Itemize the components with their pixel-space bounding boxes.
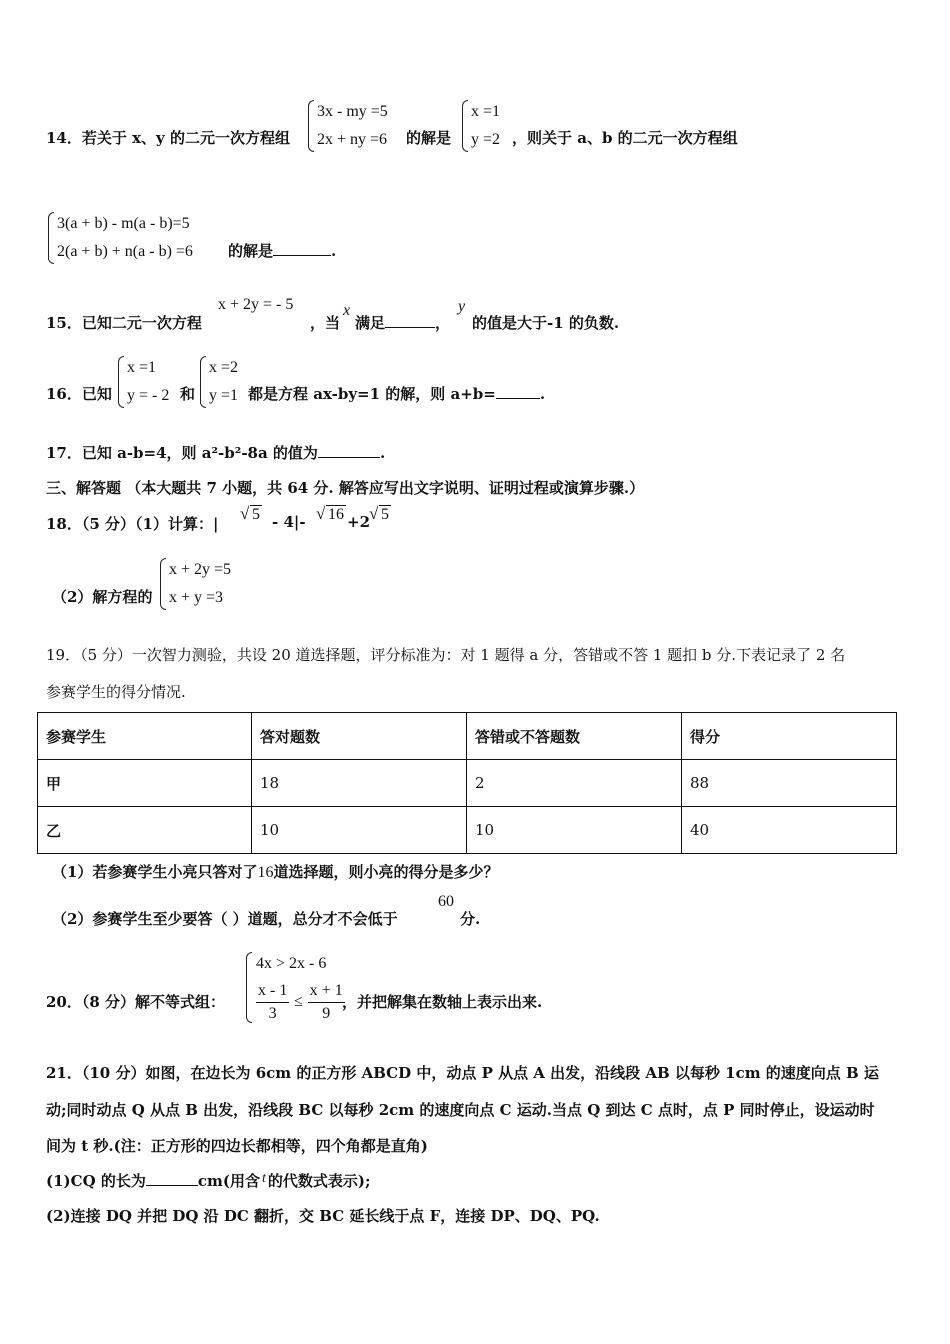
table-header-row bbox=[38, 713, 897, 760]
q20-frac2-den: 9 bbox=[322, 1004, 331, 1022]
q21-part1-b: cm(用含 bbox=[197, 1172, 260, 1190]
q18-eq2: x + y =3 bbox=[169, 589, 224, 606]
q14-tail2-text: 的解是 bbox=[228, 242, 274, 260]
q20-system bbox=[246, 950, 345, 1030]
q14-ab-eq2: 2(a + b) + n(a - b) =6 bbox=[57, 243, 193, 260]
q21-line2: 动;同时动点 Q 从点 B 出发，沿线段 BC 以每秒 2cm 的速度向点 C 运动.当点 Q 到达 C 点时，点 P 同时停止，设运动时 bbox=[46, 1101, 875, 1119]
q20-tail: ，并把解集在数轴上表示出来. bbox=[342, 993, 543, 1011]
q16-label: 16．已知 bbox=[46, 385, 112, 403]
q19-sub1-num: 16 bbox=[257, 864, 274, 881]
q18-m1: - 4|- bbox=[272, 513, 306, 531]
table-cell: 10 bbox=[467, 807, 682, 854]
q17-answer-blank[interactable] bbox=[318, 443, 380, 458]
q21-part1-t: t bbox=[261, 1171, 266, 1186]
q19-sub1 bbox=[52, 861, 498, 882]
q14-mid: 的解是 bbox=[406, 129, 452, 147]
q16-b-y: y =1 bbox=[209, 387, 239, 404]
table-header-cell: 得分 bbox=[682, 713, 897, 760]
q18-system bbox=[160, 556, 231, 612]
q15-t3: ， bbox=[435, 314, 451, 332]
q20-frac2-num: x + 1 bbox=[308, 980, 345, 1003]
q14-system bbox=[308, 98, 388, 154]
table-header-cell: 参赛学生 bbox=[38, 713, 252, 760]
q18-sqrt16 bbox=[316, 505, 346, 524]
q16-end: . bbox=[539, 385, 546, 403]
q21-part1 bbox=[46, 1170, 371, 1191]
q20-le: ≤ bbox=[294, 993, 303, 1010]
q15-t2-wrap bbox=[355, 312, 450, 333]
table-cell: 乙 bbox=[38, 807, 252, 854]
q14-tail2 bbox=[228, 240, 336, 261]
q16-answer-blank[interactable] bbox=[496, 384, 540, 399]
q16-tail bbox=[248, 383, 545, 404]
q20-label: 20．（8 分）解不等式组： bbox=[46, 993, 226, 1011]
q15-t1: ，当 bbox=[310, 314, 341, 332]
q18-part2: （2）解方程的 bbox=[52, 588, 153, 606]
q14-sol-x: x =1 bbox=[471, 103, 501, 120]
score-table bbox=[37, 712, 897, 854]
table-cell: 甲 bbox=[38, 760, 252, 807]
q19-sub1-b: 道选择题，则小亮的得分是多少？ bbox=[273, 863, 499, 881]
section-heading: 三、解答题 （本大题共 7 小题，共 64 分. 解答应写出文字说明、证明过程或演算步骤.） bbox=[46, 479, 645, 497]
q21-part1-a: (1)CQ 的长为 bbox=[46, 1172, 146, 1190]
q18-sqrt5-b bbox=[369, 505, 391, 524]
q15-y: y bbox=[458, 298, 466, 315]
q18-label: 18．（5 分）（1）计算：| bbox=[46, 515, 219, 533]
q19-sub2-text: （2）参赛学生至少要答（ ）道题，总分才不会低于 bbox=[52, 910, 398, 928]
q14-solution bbox=[462, 98, 500, 154]
q15-equation: x + 2y = - 5 bbox=[218, 296, 294, 313]
q16-a-y: y = - 2 bbox=[127, 387, 170, 404]
q14-label: 14．若关于 x、y 的二元一次方程组 bbox=[46, 129, 290, 147]
q20-ineq2 bbox=[256, 978, 345, 1025]
q14-sol-y: y =2 bbox=[471, 131, 501, 148]
q18-radicand-2: 16 bbox=[328, 506, 344, 523]
q14-ab-eq1: 3(a + b) - m(a - b)=5 bbox=[57, 215, 190, 232]
q14-end: . bbox=[331, 242, 337, 260]
q15-label: 15．已知二元一次方程 bbox=[46, 314, 202, 332]
q18-radicand-1: 5 bbox=[252, 506, 260, 523]
q21-line3: 间为 t 秒.(注：正方形的四边长都相等，四个角都是直角) bbox=[46, 1137, 428, 1155]
q18-eq1: x + 2y =5 bbox=[169, 561, 232, 578]
q17-text: 17．已知 a-b=4，则 a²-b²-8a 的值为 bbox=[46, 444, 318, 462]
q15-x: x bbox=[343, 302, 351, 319]
q20-frac2 bbox=[308, 980, 345, 1025]
table-header-cell: 答错或不答题数 bbox=[467, 713, 682, 760]
table-cell: 2 bbox=[467, 760, 682, 807]
table-row bbox=[38, 807, 897, 854]
q19-line1: 19．（5 分）一次智力测验，共设 20 道选择题，评分标准为：对 1 题得 a 分，答错或不答 1 题扣 b 分.下表记录了 2 名 bbox=[46, 646, 846, 664]
table-row bbox=[38, 760, 897, 807]
q20-frac1-den: 3 bbox=[268, 1004, 277, 1022]
q18-sqrt5-a bbox=[240, 505, 262, 524]
table-cell: 10 bbox=[252, 807, 467, 854]
q20-ineq1: 4x > 2x - 6 bbox=[256, 955, 327, 972]
q16-a-x: x =1 bbox=[127, 359, 157, 376]
q21-part1-c: 的代数式表示); bbox=[267, 1172, 371, 1190]
table-cell: 18 bbox=[252, 760, 467, 807]
table-cell: 40 bbox=[682, 807, 897, 854]
q15-t2: 满足 bbox=[355, 314, 386, 332]
q15-answer-blank[interactable] bbox=[385, 313, 435, 328]
q19-sub2-num: 60 bbox=[438, 893, 454, 910]
q21-part2: (2)连接 DQ 并把 DQ 沿 DC 翻折，交 BC 延长线于点 F，连接 DP、DQ、PQ. bbox=[46, 1207, 600, 1225]
q14-system2 bbox=[48, 210, 193, 266]
q18-m2: +2 bbox=[347, 513, 371, 531]
q14-tail: ，则关于 a、b 的二元一次方程组 bbox=[512, 129, 738, 147]
q20-frac1-num: x - 1 bbox=[256, 980, 289, 1003]
q19-line2: 参赛学生的得分情况. bbox=[46, 683, 186, 701]
q21-line1: 21．（10 分）如图，在边长为 6cm 的正方形 ABCD 中，动点 P 从点 A 出发，沿线段 AB 以每秒 1cm 的速度向点 B 运 bbox=[46, 1064, 879, 1082]
q17 bbox=[46, 442, 385, 463]
q21-answer-blank[interactable] bbox=[146, 1171, 198, 1186]
q19-sub1-a: （1）若参赛学生小亮只答对了 bbox=[52, 863, 258, 881]
q16-b-x: x =2 bbox=[209, 359, 239, 376]
q14-answer-blank[interactable] bbox=[273, 241, 331, 256]
q16-system-b bbox=[200, 354, 238, 410]
q18-radicand-3: 5 bbox=[381, 506, 389, 523]
q14-eq2: 2x + ny =6 bbox=[317, 131, 388, 148]
q20-frac1 bbox=[256, 980, 289, 1025]
q16-and: 和 bbox=[180, 385, 196, 403]
table-cell: 88 bbox=[682, 760, 897, 807]
q15-t4: 的值是大于-1 的负数. bbox=[472, 314, 620, 332]
q17-end: . bbox=[379, 444, 386, 462]
q16-tail-text: 都是方程 ax-by=1 的解，则 a+b= bbox=[248, 385, 496, 403]
q16-system-a bbox=[118, 354, 169, 410]
q19-sub2-end: 分. bbox=[460, 910, 481, 928]
table-header-cell: 答对题数 bbox=[252, 713, 467, 760]
q14-eq1: 3x - my =5 bbox=[317, 103, 388, 120]
